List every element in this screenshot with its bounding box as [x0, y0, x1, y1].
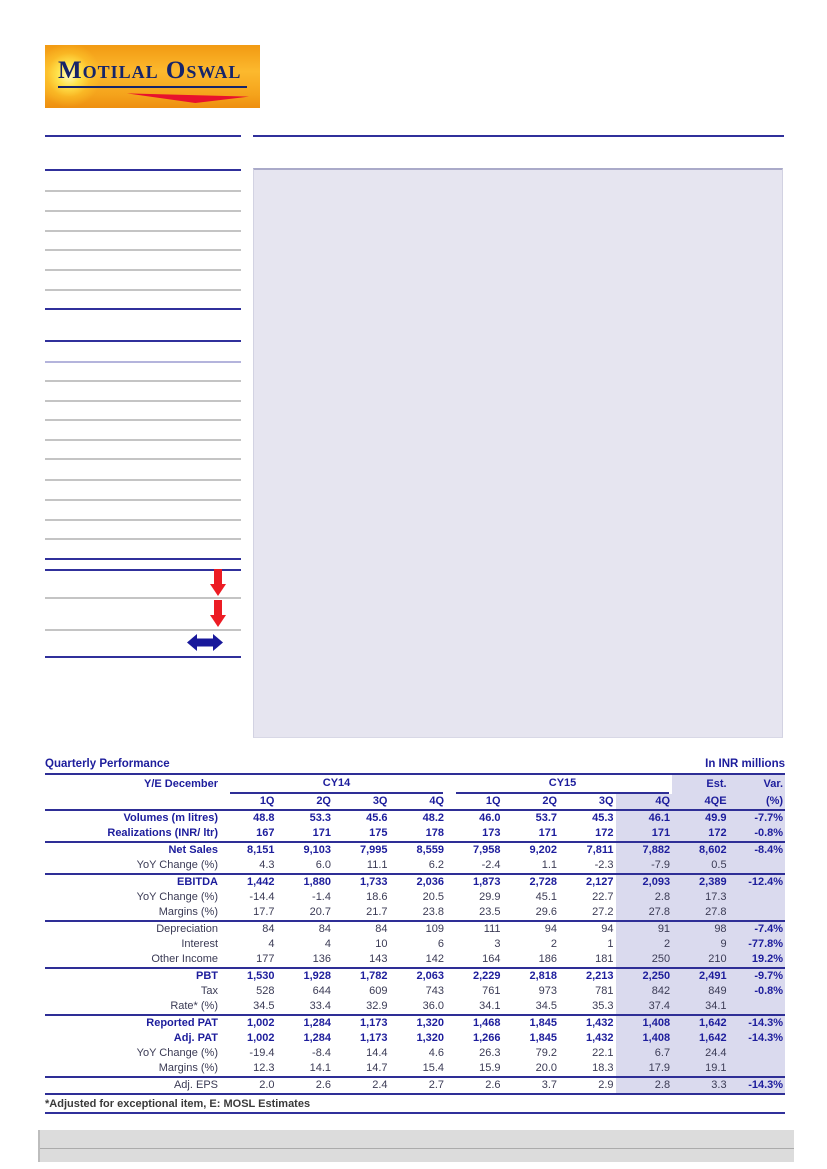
- value-cell: 1,284: [277, 1015, 334, 1031]
- table-body: [45, 810, 785, 1094]
- red-down-arrow: [210, 600, 226, 627]
- value-cell: 142: [425, 953, 445, 965]
- value-cell: 34.5: [535, 1000, 558, 1012]
- value-cell: 173: [482, 827, 501, 839]
- table-row: [45, 1015, 785, 1031]
- row-label: Margins (%): [158, 1062, 218, 1074]
- value-cell: 7,811: [559, 842, 616, 858]
- redacted-line: [45, 629, 241, 632]
- quarter-label: 2Q: [503, 794, 560, 810]
- quarter-label: (%): [729, 794, 786, 810]
- value-cell: 11.1: [366, 859, 388, 871]
- value-cell: 8,559: [390, 842, 447, 858]
- quarterly-performance-section: [45, 756, 785, 1110]
- value-cell: 45.6: [366, 812, 388, 824]
- value-cell: [729, 858, 786, 874]
- table-row: [45, 890, 785, 905]
- logo-swoosh-shape: [127, 92, 249, 103]
- value-cell: 34.1: [672, 999, 729, 1015]
- redacted-line: [45, 439, 241, 442]
- value-cell: 20.5: [422, 891, 445, 903]
- value-cell: 2.4: [333, 1077, 390, 1094]
- redacted-line: [45, 656, 241, 658]
- value-cell: 210: [672, 952, 729, 968]
- value-cell: 24.4: [672, 1046, 729, 1061]
- value-cell: 1,442: [220, 874, 277, 890]
- year-end-label: Y/E December: [144, 778, 218, 790]
- table-row: [45, 999, 785, 1015]
- value-cell: 36.0: [422, 1000, 445, 1012]
- table-row: [45, 921, 785, 937]
- value-cell: 9,103: [277, 842, 334, 858]
- table-units-label: In INR millions: [705, 758, 785, 770]
- value-cell: 12.3: [253, 1062, 275, 1074]
- value-cell: 111: [446, 921, 503, 937]
- value-cell: 1,880: [277, 874, 334, 890]
- value-cell: 35.3: [592, 1000, 614, 1012]
- redacted-line: [45, 400, 241, 403]
- value-cell: 136: [312, 953, 331, 965]
- value-cell: 1.1: [541, 859, 558, 871]
- value-cell: 6.2: [428, 859, 445, 871]
- row-label: Depreciation: [45, 921, 220, 937]
- row-label: Realizations (INR/ ltr): [107, 827, 218, 839]
- value-cell: 781: [595, 985, 614, 997]
- value-cell: -12.4%: [729, 874, 786, 890]
- redacted-line: [45, 169, 241, 171]
- motilal-oswal-logo: [45, 45, 260, 108]
- value-cell: 171: [312, 827, 331, 839]
- var-header: Var.: [729, 774, 786, 794]
- value-cell: 1,733: [333, 874, 390, 890]
- table-row: [45, 1046, 785, 1061]
- value-cell: 2,127: [559, 874, 616, 890]
- table-row: [45, 842, 785, 858]
- value-cell: 48.8: [253, 812, 275, 824]
- blue-horizontal-double-arrow: [187, 634, 223, 651]
- value-cell: 2: [616, 937, 673, 952]
- value-cell: 973: [538, 985, 558, 997]
- value-cell: 609: [369, 985, 388, 997]
- row-label: YoY Change (%): [136, 859, 218, 871]
- value-cell: 23.5: [479, 906, 501, 918]
- value-cell: -2.3: [594, 859, 614, 871]
- value-cell: 26.3: [479, 1047, 501, 1059]
- quarter-label: 3Q: [559, 794, 616, 810]
- value-cell: 1,468: [446, 1015, 503, 1031]
- value-cell: 6.0: [315, 859, 331, 871]
- value-cell: -14.3%: [729, 1077, 786, 1094]
- value-cell: 14.4: [366, 1047, 388, 1059]
- table-row: [45, 1077, 785, 1094]
- quarter-label: 2Q: [277, 794, 334, 810]
- footer-bar-divider: [40, 1148, 794, 1149]
- value-cell: 20.0: [535, 1062, 558, 1074]
- value-cell: 177: [256, 953, 275, 965]
- value-cell: 2,818: [503, 968, 560, 984]
- logo-wordmark: Motilal Oswal: [58, 57, 247, 88]
- value-cell: 1,845: [529, 1032, 558, 1044]
- value-cell: 1,530: [220, 968, 277, 984]
- row-label: Reported PAT: [45, 1015, 220, 1031]
- quarterly-performance-table: [45, 773, 785, 1095]
- value-cell: 109: [390, 921, 447, 937]
- value-cell: 46.0: [479, 812, 501, 824]
- value-cell: 171: [616, 826, 673, 842]
- value-cell: 15.4: [422, 1062, 445, 1074]
- value-cell: 2,063: [390, 968, 447, 984]
- value-cell: 49.9: [672, 810, 729, 826]
- value-cell: 22.7: [592, 891, 614, 903]
- table-row: [45, 810, 785, 826]
- value-cell: 644: [312, 985, 331, 997]
- row-label: Interest: [181, 938, 218, 950]
- value-cell: 2,213: [559, 968, 616, 984]
- value-cell: -77.8%: [729, 937, 786, 952]
- value-cell: 1,173: [359, 1032, 388, 1044]
- value-cell: 22.1: [592, 1047, 614, 1059]
- value-cell: 34.1: [479, 1000, 501, 1012]
- value-cell: 761: [482, 985, 501, 997]
- value-cell: 53.3: [309, 812, 331, 824]
- group-header-row: [45, 774, 785, 794]
- value-cell: 9: [672, 937, 729, 952]
- table-row: [45, 858, 785, 874]
- value-cell: 1: [607, 938, 614, 950]
- value-cell: 528: [256, 985, 275, 997]
- table-row: [45, 826, 785, 842]
- red-down-arrow: [210, 569, 226, 596]
- value-cell: 2.8: [616, 1077, 673, 1094]
- redacted-line: [45, 308, 241, 310]
- value-cell: 7,958: [446, 842, 503, 858]
- value-cell: [729, 905, 786, 921]
- table-row: [45, 968, 785, 984]
- row-label: Margins (%): [158, 906, 218, 918]
- value-cell: 2,389: [672, 874, 729, 890]
- redacted-line: [45, 210, 241, 213]
- value-cell: 18.6: [366, 891, 388, 903]
- value-cell: 6: [437, 938, 445, 950]
- table-row: [45, 905, 785, 921]
- value-cell: 4: [324, 938, 331, 950]
- header-rule-right: [253, 135, 784, 137]
- row-label: Adj. PAT: [173, 1032, 218, 1044]
- value-cell: 33.4: [309, 1000, 331, 1012]
- value-cell: 1,320: [390, 1015, 447, 1031]
- value-cell: 1,432: [586, 1032, 614, 1044]
- value-cell: 14.7: [366, 1062, 388, 1074]
- value-cell: 17.3: [672, 890, 729, 905]
- table-title: Quarterly Performance: [45, 758, 170, 770]
- table-titlebar: [45, 756, 785, 771]
- row-label: YoY Change (%): [136, 1047, 218, 1059]
- redacted-line: [45, 249, 241, 252]
- footer-gray-bar: [38, 1130, 794, 1162]
- redacted-line: [45, 479, 241, 482]
- value-cell: 19.2%: [729, 952, 786, 968]
- redacted-line: [45, 458, 241, 461]
- value-cell: 2.8: [616, 890, 673, 905]
- redacted-line: [45, 269, 241, 272]
- value-cell: 23.8: [422, 906, 445, 918]
- table-row: [45, 952, 785, 968]
- value-cell: 186: [538, 953, 558, 965]
- value-cell: -19.4: [249, 1047, 275, 1059]
- row-label: Tax: [200, 985, 218, 997]
- value-cell: 4.6: [428, 1047, 445, 1059]
- redacted-line: [45, 361, 241, 363]
- value-cell: 10: [375, 938, 388, 950]
- value-cell: -7.4%: [729, 921, 786, 937]
- redacted-line: [45, 519, 241, 522]
- row-label: Adj. EPS: [45, 1077, 220, 1094]
- value-cell: 175: [369, 827, 388, 839]
- value-cell: 3.7: [503, 1077, 560, 1094]
- value-cell: 4.3: [259, 859, 275, 871]
- value-cell: 17.9: [616, 1061, 673, 1077]
- value-cell: 84: [220, 921, 277, 937]
- redacted-line: [45, 419, 241, 422]
- value-cell: 27.2: [592, 906, 614, 918]
- value-cell: 1,266: [473, 1032, 501, 1044]
- value-cell: 2,250: [616, 968, 673, 984]
- value-cell: 2.9: [559, 1077, 616, 1094]
- value-cell: 29.9: [479, 891, 501, 903]
- row-label: Net Sales: [45, 842, 220, 858]
- value-cell: 32.9: [366, 1000, 388, 1012]
- cy15-group-header: CY15: [446, 774, 672, 794]
- value-cell: 2,093: [616, 874, 673, 890]
- value-cell: -14.3%: [729, 1015, 786, 1031]
- value-cell: 17.7: [253, 906, 275, 918]
- value-cell: 53.7: [535, 812, 558, 824]
- value-cell: 45.3: [592, 812, 614, 824]
- value-cell: 29.6: [535, 906, 558, 918]
- value-cell: 1,873: [446, 874, 503, 890]
- redacted-line: [45, 230, 241, 233]
- value-cell: -8.4%: [729, 842, 786, 858]
- footer-rule: [45, 1112, 785, 1114]
- value-cell: 2,491: [672, 968, 729, 984]
- value-cell: -9.7%: [729, 968, 786, 984]
- redacted-line: [45, 499, 241, 502]
- value-cell: 18.3: [592, 1062, 614, 1074]
- value-cell: 3: [494, 938, 501, 950]
- value-cell: 1,408: [616, 1031, 673, 1046]
- value-cell: 2: [550, 938, 558, 950]
- row-label: Rate* (%): [170, 1000, 218, 1012]
- value-cell: 7,882: [616, 842, 673, 858]
- value-cell: 2.7: [390, 1077, 447, 1094]
- value-cell: 181: [595, 953, 614, 965]
- row-label: Volumes (m litres): [123, 812, 218, 824]
- value-cell: 250: [616, 952, 673, 968]
- value-cell: 2,229: [446, 968, 503, 984]
- table-footnote: *Adjusted for exceptional item, E: MOSL Estimates: [45, 1098, 311, 1110]
- value-cell: 27.8: [616, 905, 673, 921]
- value-cell: 45.1: [535, 891, 558, 903]
- value-cell: [729, 890, 786, 905]
- value-cell: [729, 1046, 786, 1061]
- quarter-label: 1Q: [220, 794, 277, 810]
- value-cell: 14.1: [309, 1062, 331, 1074]
- value-cell: 2.6: [446, 1077, 503, 1094]
- quarter-header-row: [45, 794, 785, 810]
- table-row: [45, 1061, 785, 1077]
- value-cell: 1,408: [616, 1015, 673, 1031]
- value-cell: 2,728: [503, 874, 560, 890]
- value-cell: 1,432: [559, 1015, 616, 1031]
- value-cell: [729, 999, 786, 1015]
- chart-placeholder-box: [253, 168, 783, 738]
- value-cell: 172: [672, 826, 729, 842]
- value-cell: 3.3: [672, 1077, 729, 1094]
- value-cell: -0.8%: [729, 826, 786, 842]
- cy14-group-header: CY14: [220, 774, 446, 794]
- value-cell: 743: [425, 985, 445, 997]
- value-cell: 1,642: [672, 1031, 729, 1046]
- value-cell: 98: [672, 921, 729, 937]
- value-cell: 8,151: [220, 842, 277, 858]
- value-cell: 1,002: [246, 1032, 275, 1044]
- value-cell: 7,995: [333, 842, 390, 858]
- value-cell: 1,642: [672, 1015, 729, 1031]
- quarter-label: 4Q: [616, 794, 673, 810]
- redacted-line: [45, 380, 241, 383]
- quarter-label: 4QE: [672, 794, 729, 810]
- value-cell: 849: [672, 984, 729, 999]
- value-cell: 9,202: [503, 842, 560, 858]
- value-cell: 1,845: [503, 1015, 560, 1031]
- value-cell: -7.7%: [729, 810, 786, 826]
- value-cell: 84: [333, 921, 390, 937]
- quarter-label: 3Q: [333, 794, 390, 810]
- value-cell: 172: [595, 827, 614, 839]
- value-cell: 1,173: [333, 1015, 390, 1031]
- value-cell: 91: [616, 921, 673, 937]
- row-label: PBT: [45, 968, 220, 984]
- value-cell: 84: [277, 921, 334, 937]
- value-cell: 1,928: [277, 968, 334, 984]
- value-cell: 842: [616, 984, 673, 999]
- value-cell: 21.7: [366, 906, 388, 918]
- value-cell: 48.2: [422, 812, 445, 824]
- value-cell: 27.8: [672, 905, 729, 921]
- value-cell: 0.5: [672, 858, 729, 874]
- value-cell: 8,602: [672, 842, 729, 858]
- value-cell: -0.8%: [729, 984, 786, 999]
- value-cell: 46.1: [616, 810, 673, 826]
- value-cell: -7.9: [616, 858, 673, 874]
- value-cell: 1,284: [303, 1032, 331, 1044]
- value-cell: 178: [425, 827, 445, 839]
- redacted-line: [45, 340, 241, 342]
- value-cell: 1,320: [416, 1032, 445, 1044]
- value-cell: 79.2: [535, 1047, 558, 1059]
- value-cell: 143: [369, 953, 388, 965]
- quarter-row-spacer: [45, 794, 220, 810]
- redacted-line: [45, 538, 241, 541]
- value-cell: -14.4: [249, 891, 275, 903]
- value-cell: 2.6: [277, 1077, 334, 1094]
- table-row: [45, 874, 785, 890]
- redacted-line: [45, 558, 241, 560]
- value-cell: 6.7: [616, 1046, 673, 1061]
- value-cell: -2.4: [481, 859, 501, 871]
- header-rule-left: [45, 135, 241, 137]
- value-cell: 167: [256, 827, 275, 839]
- row-label: Other Income: [151, 953, 218, 965]
- table-row: [45, 1031, 785, 1046]
- value-cell: 4: [268, 938, 275, 950]
- value-cell: 37.4: [616, 999, 673, 1015]
- value-cell: -8.4: [312, 1047, 331, 1059]
- row-label: EBITDA: [45, 874, 220, 890]
- redacted-line: [45, 289, 241, 292]
- value-cell: -1.4: [312, 891, 331, 903]
- value-cell: 19.1: [672, 1061, 729, 1077]
- value-cell: 34.5: [253, 1000, 275, 1012]
- value-cell: 164: [482, 953, 501, 965]
- value-cell: 20.7: [309, 906, 331, 918]
- table-row: [45, 937, 785, 952]
- value-cell: 2.0: [220, 1077, 277, 1094]
- redacted-line: [45, 190, 241, 193]
- value-cell: -14.3%: [729, 1031, 786, 1046]
- value-cell: 1,782: [333, 968, 390, 984]
- quarter-label: 1Q: [446, 794, 503, 810]
- value-cell: 15.9: [479, 1062, 501, 1074]
- value-cell: 1,002: [220, 1015, 277, 1031]
- quarter-label: 4Q: [390, 794, 447, 810]
- value-cell: [729, 1061, 786, 1077]
- value-cell: 171: [538, 827, 558, 839]
- value-cell: 2,036: [390, 874, 447, 890]
- table-row: [45, 984, 785, 999]
- value-cell: 94: [503, 921, 560, 937]
- row-label: YoY Change (%): [136, 891, 218, 903]
- est-header: Est.: [672, 774, 729, 794]
- value-cell: 94: [559, 921, 616, 937]
